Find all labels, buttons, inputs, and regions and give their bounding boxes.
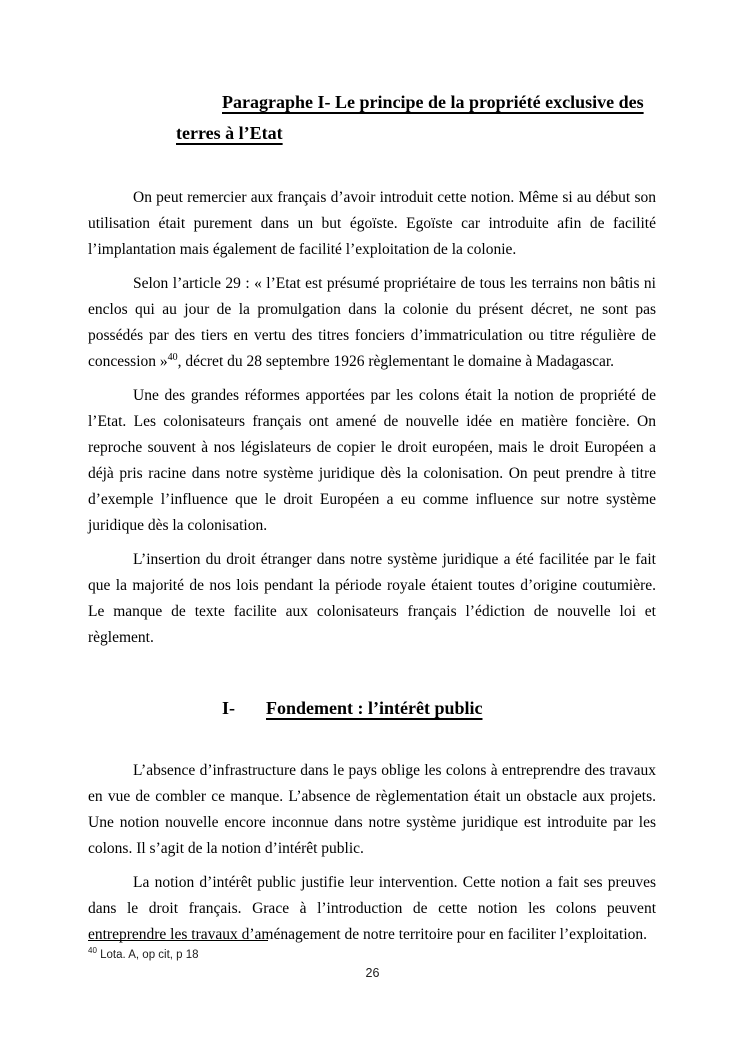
paragraph-6: La notion d’intérêt public justifie leur intervention. Cette notion a fait ses preuves dans le droit français. Grace à l’introduction de cette notion les colons peuvent entreprendre les travaux d’aménagement de notre territoire pour en faciliter l’exploitation. xyxy=(88,874,656,943)
chapter-heading-line-1: Paragraphe I- Le principe de la propriété exclusive des xyxy=(222,92,644,112)
paragraph-2-text: Selon l’article 29 : « l’Etat est présumé propriétaire de tous les terrains non bâtis ni enclos qui au jour de la promulgation dans la colonie du présent décret, ne sont pas possédés par des tiers en vertu des titres fonciers d’immatriculation ou titre régulière de concession » xyxy=(88,275,656,370)
paragraph-1: On peut remercier aux français d’avoir introduit cette notion. Même si au début son utilisation était purement dans un but égoïste. Egoïste car introduite afin de facilité l’implantation mais également de facilité l’exploitation de la colonie. xyxy=(88,189,656,258)
section-title: Fondement : l’intérêt public xyxy=(266,698,483,718)
paragraph-2-text-after: , décret du 28 septembre 1926 règlementant le domaine à Madagascar. xyxy=(177,353,615,370)
page-number: 26 xyxy=(365,966,380,980)
section-number: I- xyxy=(222,698,235,718)
footnote-marker: 40 xyxy=(88,946,97,956)
footnote-text: Lota. A, op cit, p 18 xyxy=(96,949,199,961)
paragraph-3: Une des grandes réformes apportées par les colons était la notion de propriété de l’Etat. Les colonisateurs français ont amené de nouvelle idée en matière foncière. On reproche souvent à nos législateurs de copier le droit européen, mais le droit Européen a déjà pris racine dans notre système juridique dès la colonisation. On peut prendre à titre d’exemple l’influence que le droit Européen a eu comme influence sur notre système juridique dès la colonisation. xyxy=(88,387,656,534)
footnote-separator xyxy=(88,940,268,941)
footnote xyxy=(88,947,199,963)
paragraph-2 xyxy=(88,271,656,375)
chapter-heading xyxy=(88,87,656,149)
section-heading xyxy=(222,693,656,724)
paragraph-4: L’insertion du droit étranger dans notre système juridique a été facilitée par le fait que la majorité de nos lois pendant la période royale étaient toutes d’origine coutumière. Le manque de texte facilite aux colonisateurs français l’édiction de nouvelle loi et règlement. xyxy=(88,551,656,646)
chapter-heading-line-2: terres à l’Etat xyxy=(176,123,283,143)
footnote-reference-40: 40 xyxy=(167,351,178,363)
paragraph-5: L’absence d’infrastructure dans le pays oblige les colons à entreprendre des travaux en vue de combler ce manque. L’absence de règlementation était un obstacle aux projets. Une notion nouvelle encore inconnue dans notre système juridique est introduite par les colons. Il s’agit de la notion d’intérêt public. xyxy=(88,762,656,857)
